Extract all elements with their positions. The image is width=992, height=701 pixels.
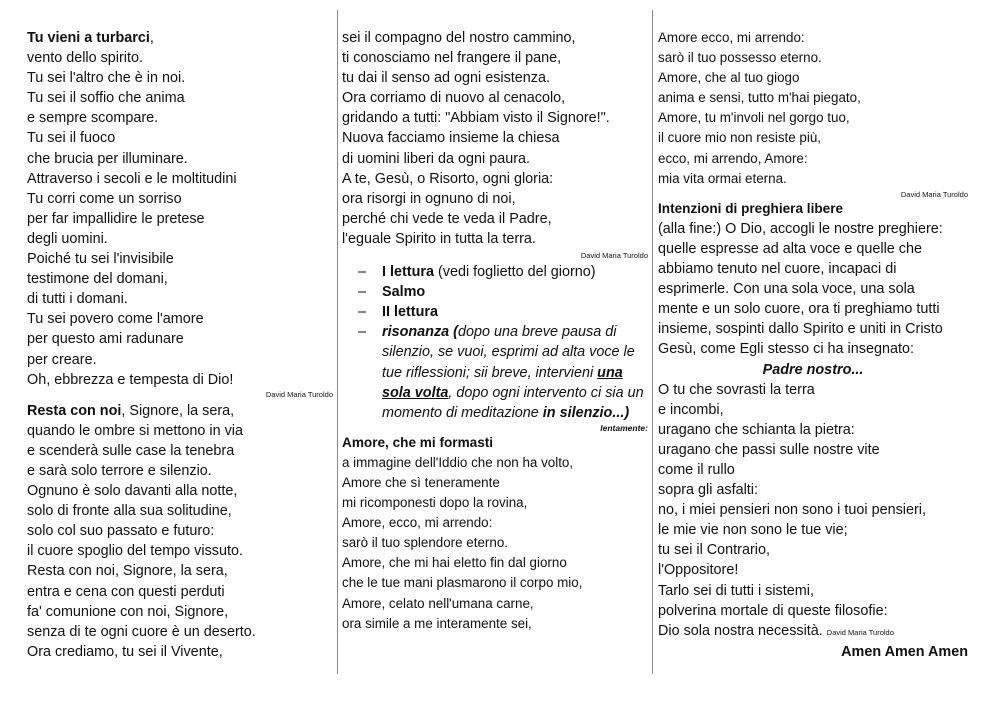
poem-line: anima e sensi, tutto m'hai piegato, <box>658 90 861 106</box>
prayer-line: abbiamo tenuto nel cuore, incapaci di <box>658 261 897 278</box>
poem-line: sei il compagno del nostro cammino, <box>342 30 576 46</box>
poem-line: per questo ami radunare <box>27 331 184 348</box>
poem-line: vento dello spirito. <box>27 50 143 67</box>
poem-line: degli uomini. <box>27 230 108 247</box>
poem-line: sarò il tuo splendore eterno. <box>342 535 508 551</box>
poem3-title: Amore, che mi formasti <box>342 434 494 450</box>
poem1-title-comma: , <box>149 30 154 46</box>
poem-line: le mie vie non sono le tue vie; <box>658 522 848 539</box>
poem-line: tu dai il senso ad ogni esistenza. <box>342 70 550 87</box>
poem-line: perché chi vede te veda il Padre, <box>342 210 552 227</box>
poem-line: solo col suo passato e futuro: <box>27 523 215 540</box>
lentamente-note: lentamente: <box>600 422 648 433</box>
column-1 <box>27 28 333 662</box>
poem-line: mi ricomponesti dopo la rovina, <box>342 495 528 511</box>
column-divider-1 <box>337 10 338 674</box>
i-lettura-label: I lettura <box>382 264 434 281</box>
poem-line: mia vita ormai eterna. <box>658 170 787 186</box>
poem1-title-line <box>27 28 333 48</box>
column-3 <box>658 28 968 663</box>
poem-line: uragano che passi sulle nostre vite <box>658 441 880 458</box>
poem4-author: David Maria Turoldo <box>826 627 894 637</box>
column-2 <box>342 28 648 634</box>
intenzioni-title: Intenzioni di preghiera libere <box>658 200 844 216</box>
poem-line: e sarà solo terrore e silenzio. <box>27 462 212 479</box>
prayer-line: quelle espresse ad alta voce e quelle che <box>658 240 923 257</box>
poem-line: tu sei il Contrario, <box>658 542 770 559</box>
poem-line: Amore, tu m'involi nel gorgo tuo, <box>658 110 850 126</box>
poem4-body <box>658 380 968 621</box>
poem-line: senza di te ogni cuore è un deserto. <box>27 623 256 640</box>
prayer-line: mente e un solo cuore, ora ti preghiamo tutti <box>658 301 940 318</box>
poem1-author: David Maria Turoldo <box>265 389 333 399</box>
poem2-title: Resta con noi <box>27 402 122 419</box>
poem-line: Tu sei il fuoco <box>27 130 116 147</box>
poem-line: Oh, ebbrezza e tempesta di Dio! <box>27 371 234 388</box>
poem-line: di uomini liberi da ogni paura. <box>342 150 530 167</box>
poem2-author: David Maria Turoldo <box>580 251 648 261</box>
poem-line: Amore, che mi hai eletto fin dal giorno <box>342 555 567 571</box>
poem-line: A te, Gesù, o Risorto, ogni gloria: <box>342 170 554 187</box>
poem4-last-text: Dio sola nostra necessità. <box>658 622 823 639</box>
poem2-first-rest: , Signore, la sera, <box>121 402 235 419</box>
poem-line: Poiché tu sei l'invisibile <box>27 251 174 268</box>
poem-line: quando le ombre si mettono in via <box>27 422 243 439</box>
poem1-title: Tu vieni a turbarci <box>27 30 150 46</box>
dash-bullet: – <box>358 304 367 321</box>
poem-line: Amore ecco, mi arrendo: <box>658 30 805 45</box>
risonanza-label: risonanza ( <box>382 324 458 341</box>
padre-nostro: Padre nostro... <box>762 361 864 378</box>
poem-line: sarò il tuo possesso eterno. <box>658 50 822 66</box>
poem-line: l'eguale Spirito in tutta la terra. <box>342 230 536 247</box>
poem2-body <box>27 421 333 662</box>
prayer-line: esprimerle. Con una sola voce, una sola <box>658 281 915 298</box>
poem-line: Resta con noi, Signore, la sera, <box>27 563 228 580</box>
poem-line: di tutti i domani. <box>27 291 128 308</box>
list-item-risonanza <box>342 322 648 422</box>
poem-line: uragano che schianta la pietra: <box>658 421 855 438</box>
poem-line: Amore, ecco, mi arrendo: <box>342 515 493 531</box>
poem-line: per creare. <box>27 351 97 368</box>
list-item-i-lettura <box>342 262 648 282</box>
poem-line: Tu sei il soffio che anima <box>27 90 185 107</box>
poem-line: no, i miei pensieri non sono i tuoi pensieri, <box>658 502 926 519</box>
poem-line: polverina mortale di queste filosofie: <box>658 602 888 619</box>
poem3-body <box>342 453 648 634</box>
poem2-continued-body <box>342 28 648 249</box>
poem-line: Tu sei l'altro che è in noi. <box>27 70 186 87</box>
poem-line: come il rullo <box>658 461 735 478</box>
poem-line: ora simile a me interamente sei, <box>342 615 532 631</box>
poem3-author: David Maria Turoldo <box>900 189 968 199</box>
poem3-continued-body <box>658 28 968 189</box>
prayer-line: (alla fine:) O Dio, accogli le nostre preghiere: <box>658 220 943 237</box>
poem-line: Ognuno è solo davanti alla notte, <box>27 483 238 500</box>
poem-line: Amore, celato nell'umana carne, <box>342 595 534 611</box>
risonanza-text-1: dopo una breve pausa di silenzio, se vuoi, esprimi ad alta voce le tue riflessioni; sii breve, intervieni <box>382 324 635 381</box>
poem4-last-line <box>658 621 968 641</box>
risonanza-end: ...) <box>612 404 630 421</box>
poem-line: ti conosciamo nel frangere il pane, <box>342 50 562 67</box>
poem-line: solo di fronte alla sua solitudine, <box>27 503 232 520</box>
poem-line: che brucia per illuminare. <box>27 150 188 167</box>
poem-line: che le tue mani plasmarono il corpo mio, <box>342 575 583 591</box>
poem-line: e sempre scompare. <box>27 110 159 127</box>
poem-line: O tu che sovrasti la terra <box>658 381 815 398</box>
poem-line: Amore, che al tuo giogo <box>658 70 800 86</box>
list-item-ii-lettura <box>342 302 648 322</box>
poem-line: il cuore mio non resiste più, <box>658 130 821 146</box>
poem1-body <box>27 48 333 390</box>
poem-line: Amore che sì teneramente <box>342 474 500 490</box>
i-lettura-note: (vedi foglietto del giorno) <box>433 264 596 281</box>
poem2-first-line <box>27 401 333 421</box>
ii-lettura-label: II lettura <box>382 304 438 321</box>
poem-line: Nuova facciamo insieme la chiesa <box>342 130 560 147</box>
poem-line: entra e cena con questi perduti <box>27 583 225 600</box>
poem-line: ecco, mi arrendo, Amore: <box>658 150 808 166</box>
poem-line: Tarlo sei di tutti i sistemi, <box>658 582 814 599</box>
poem-line: Attraverso i secoli e le moltitudini <box>27 170 237 187</box>
prayer-line: Gesù, come Egli stesso ci ha insegnato: <box>658 341 914 358</box>
poem-line: per far impallidire le pretese <box>27 210 205 227</box>
poem-line: e scenderà sulle case la tenebra <box>27 442 235 459</box>
poem-line: testimone del domani, <box>27 271 168 288</box>
poem-line: il cuore spoglio del tempo vissuto. <box>27 543 243 560</box>
poem-line: l'Oppositore! <box>658 562 739 579</box>
dash-bullet: – <box>358 284 367 301</box>
intenzioni-body <box>658 219 968 360</box>
poem-line: ora risorgi in ognuno di noi, <box>342 190 516 207</box>
in-silenzio: in silenzio <box>542 404 613 421</box>
salmo-label: Salmo <box>382 284 426 301</box>
amen-closing: Amen Amen Amen <box>841 643 968 660</box>
una-sola-volta: una sola volta <box>382 364 623 401</box>
prayer-line: insieme, sospinti dallo Spirito e uniti in Cristo <box>658 321 943 338</box>
dash-bullet: – <box>358 264 367 281</box>
list-item-salmo <box>342 282 648 302</box>
poem-line: Tu sei povero come l'amore <box>27 311 204 328</box>
risonanza-text-2: , dopo ogni intervento ci sia un momento di meditazione <box>382 384 644 421</box>
poem-line: fa' comunione con noi, Signore, <box>27 603 229 620</box>
poem-line: a immagine dell'Iddio che non ha volto, <box>342 454 574 470</box>
dash-bullet: – <box>358 324 367 341</box>
poem-line: Ora crediamo, tu sei il Vivente, <box>27 643 223 660</box>
poem-line: gridando a tutti: "Abbiam visto il Signore!". <box>342 110 610 127</box>
column-divider-2 <box>652 10 653 674</box>
poem-line: sopra gli asfalti: <box>658 482 758 499</box>
reading-list <box>342 262 648 423</box>
poem-line: e incombi, <box>658 401 724 418</box>
poem-line: Tu corri come un sorriso <box>27 190 182 207</box>
poem-line: Ora corriamo di nuovo al cenacolo, <box>342 90 566 107</box>
